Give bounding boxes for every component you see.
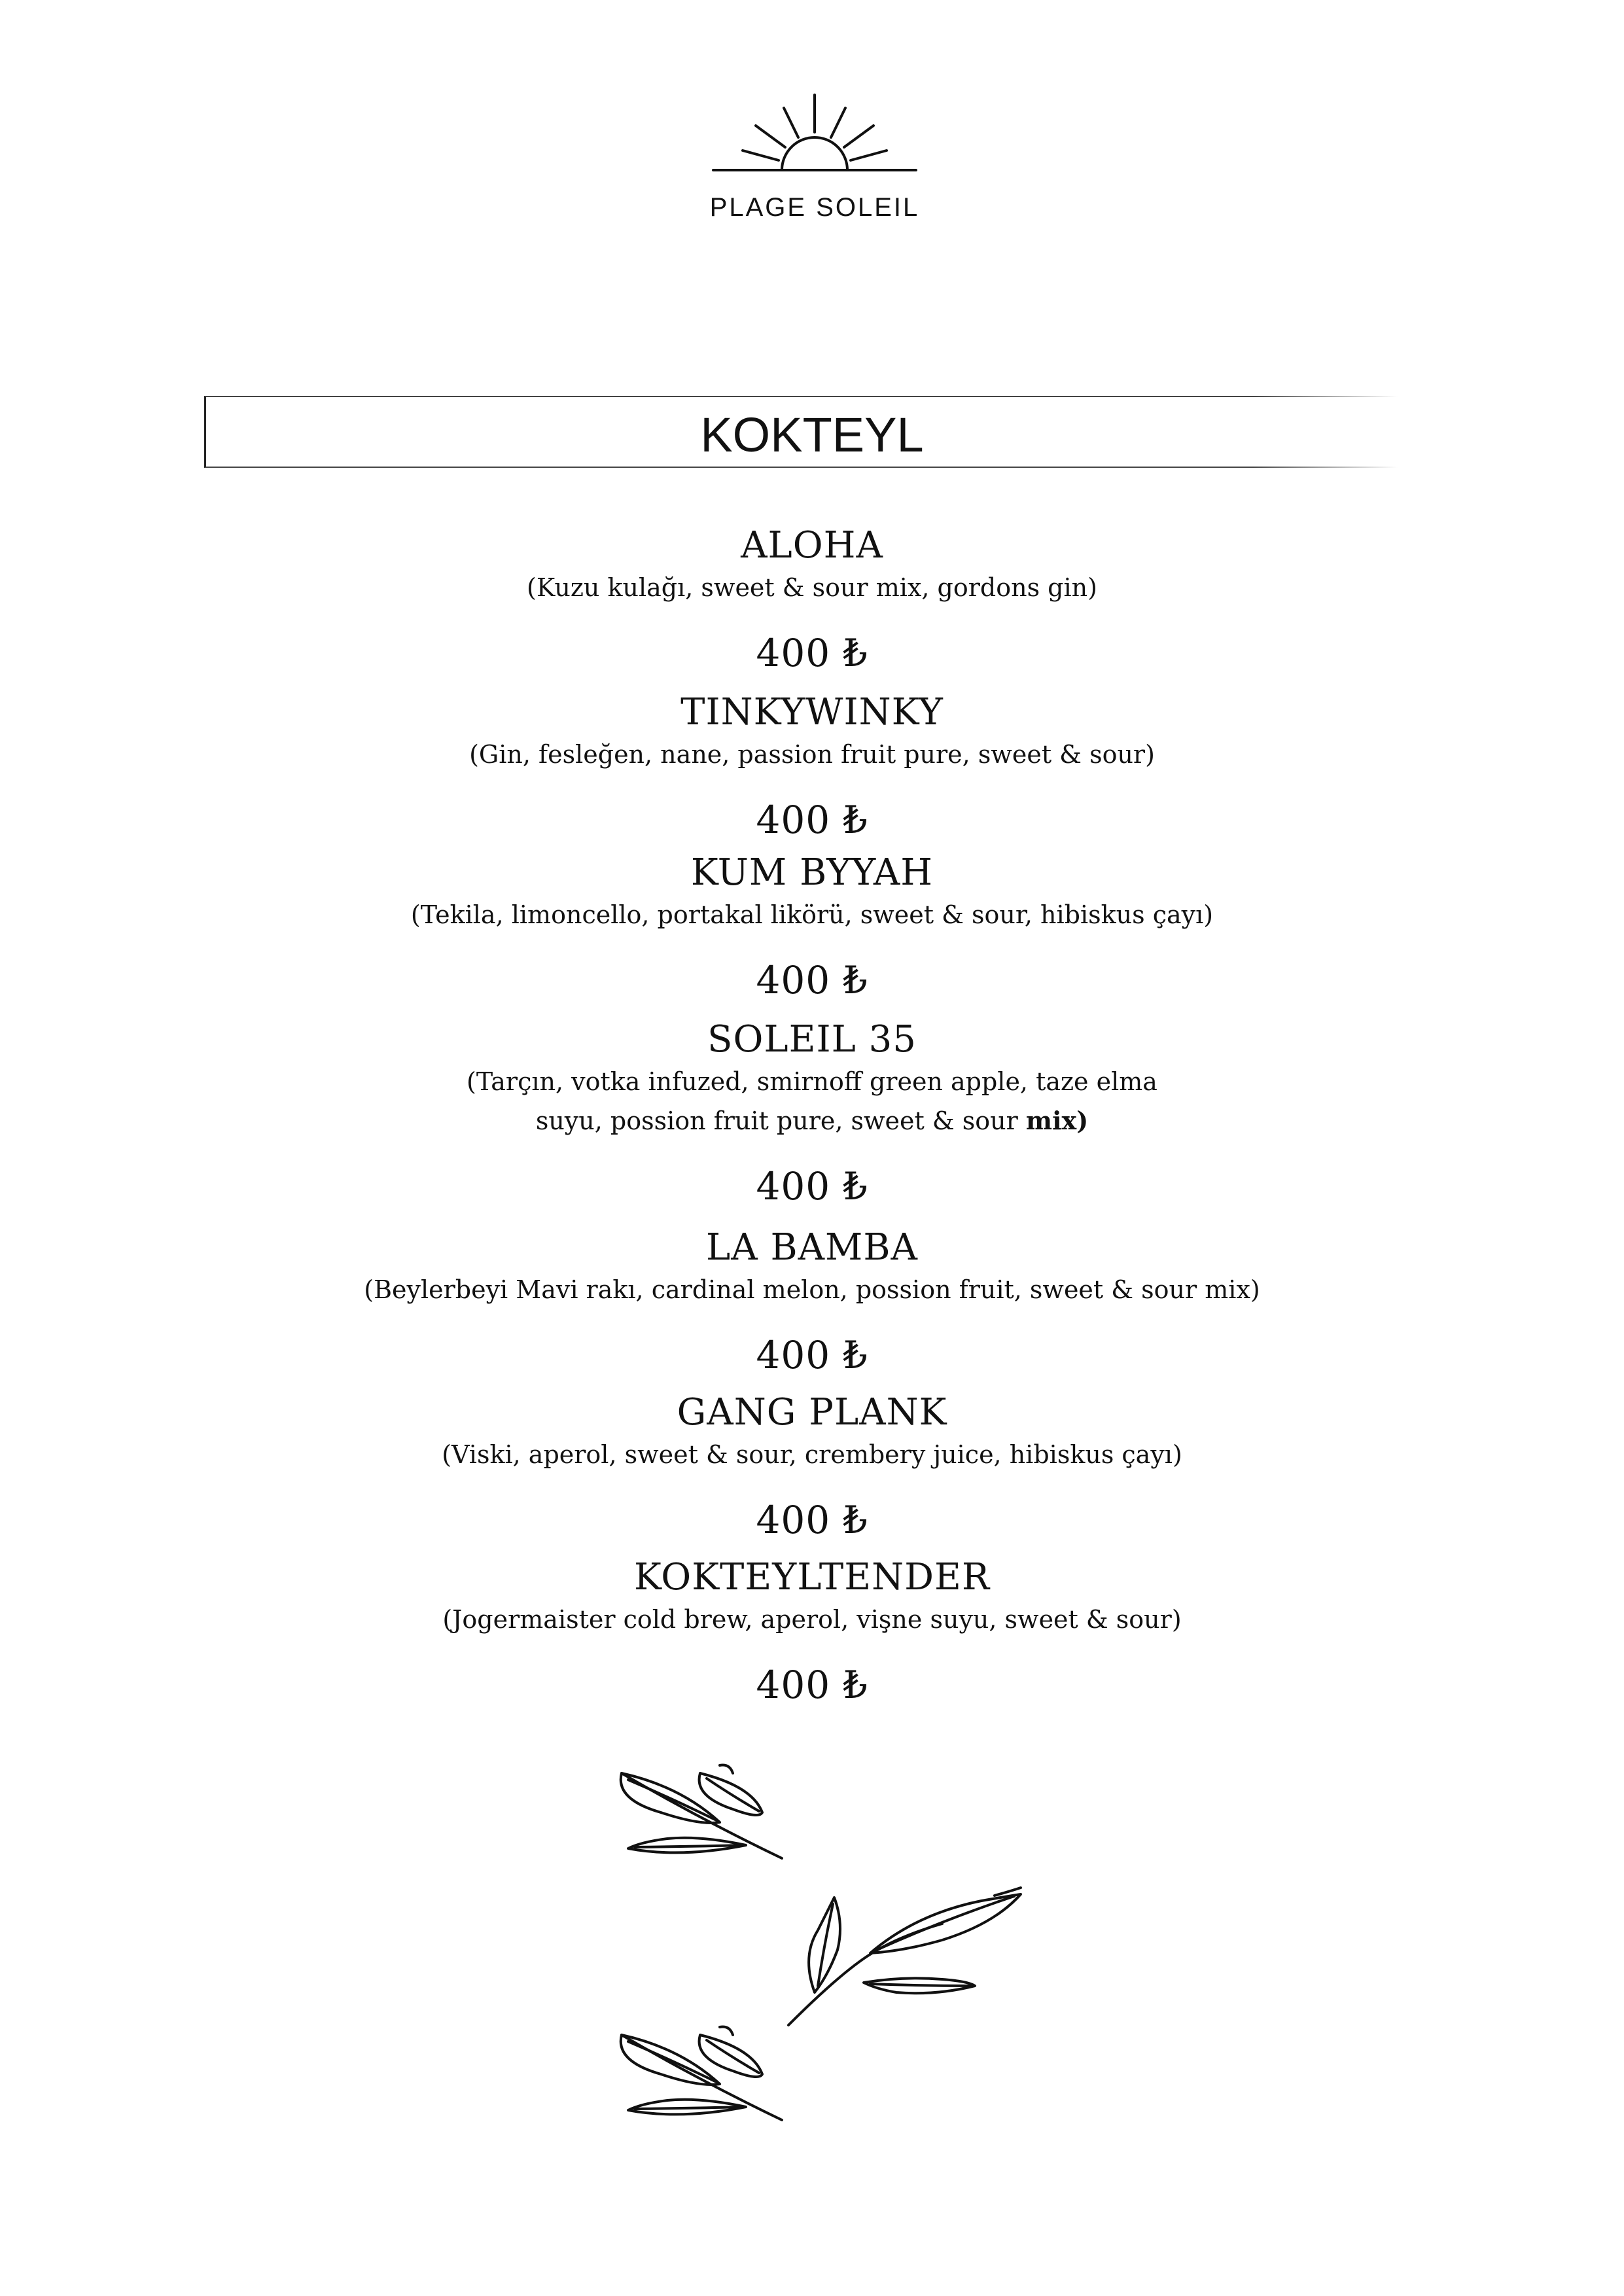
leaf-branches-icon xyxy=(602,1760,1060,2140)
item-price: 400 ₺ xyxy=(756,958,868,1002)
item-description: (Beylerbeyi Mavi rakı, cardinal melon, possion fruit, sweet & sour mix) xyxy=(364,1275,1260,1304)
item-description-text: suyu, possion fruit pure, sweet & sour xyxy=(535,1106,1018,1135)
item-name: ALOHA xyxy=(741,524,883,567)
menu-item xyxy=(0,1555,1624,1722)
menu-item xyxy=(0,1390,1624,1555)
item-price: 400 ₺ xyxy=(756,1333,868,1377)
item-price: 400 ₺ xyxy=(756,1164,868,1209)
item-name: GANG PLANK xyxy=(677,1391,947,1434)
menu-item xyxy=(0,1226,1624,1390)
item-description-line-1: (Tarçın, votka infuzed, smirnoff green apple, taze elma xyxy=(467,1067,1157,1096)
menu-item xyxy=(0,1017,1624,1226)
menu-item xyxy=(0,523,1624,690)
item-description-bold: mix) xyxy=(1025,1106,1089,1135)
item-description: (Gin, fesleğen, nane, passion fruit pure, sweet & sour) xyxy=(469,740,1155,769)
item-name: LA BAMBA xyxy=(706,1226,918,1269)
item-price: 400 ₺ xyxy=(756,798,868,842)
item-price: 400 ₺ xyxy=(756,1498,868,1542)
brand-name: PLAGE SOLEIL xyxy=(709,193,920,222)
item-description: (Jogermaister cold brew, aperol, vişne suyu, sweet & sour) xyxy=(442,1605,1182,1634)
item-description: (Viski, aperol, sweet & sour, crembery juice, hibiskus çayı) xyxy=(442,1440,1182,1469)
item-price: 400 ₺ xyxy=(756,1663,868,1707)
item-name: SOLEIL 35 xyxy=(707,1018,917,1061)
menu-item xyxy=(0,851,1624,1017)
section-title: KOKTEYL xyxy=(700,408,924,462)
sun-rays-icon xyxy=(707,85,923,183)
brand-logo xyxy=(654,85,975,236)
item-name: TINKYWINKY xyxy=(680,691,944,733)
item-description: (Kuzu kulağı, sweet & sour mix, gordons gin) xyxy=(527,573,1097,602)
item-name: KOKTEYLTENDER xyxy=(633,1556,991,1598)
item-description-line-2 xyxy=(0,1101,1624,1140)
item-description: (Tekila, limoncello, portakal likörü, sweet & sour, hibiskus çayı) xyxy=(410,900,1214,929)
item-price: 400 ₺ xyxy=(756,631,868,675)
menu-item xyxy=(0,690,1624,851)
item-name: KUM BYYAH xyxy=(690,851,934,894)
menu-list xyxy=(0,523,1624,1722)
